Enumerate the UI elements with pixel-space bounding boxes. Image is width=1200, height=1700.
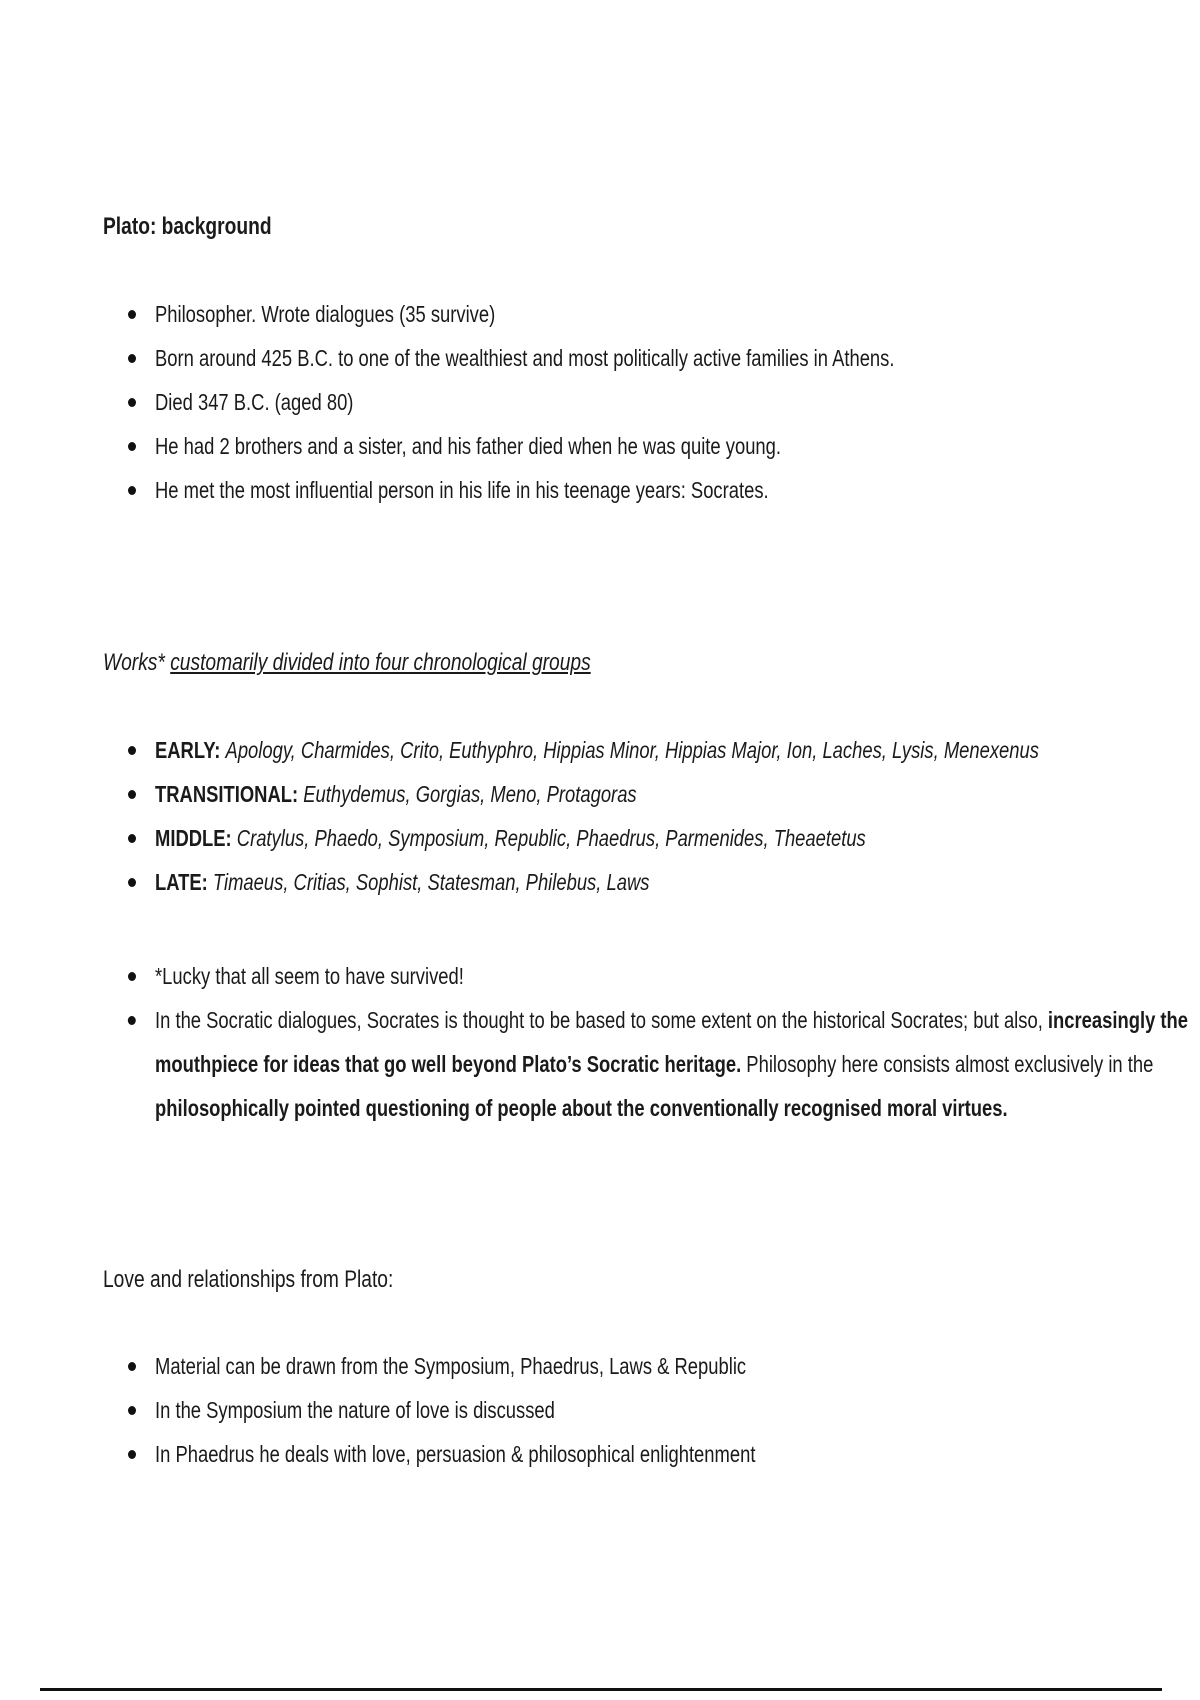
bullet-icon bbox=[128, 1362, 136, 1371]
works-groups-list bbox=[0, 728, 1200, 904]
section-heading-love: Love and relationships from Plato: bbox=[103, 1266, 394, 1293]
bullet-icon bbox=[128, 878, 136, 887]
list-item: Philosopher. Wrote dialogues (35 survive) bbox=[0, 292, 1200, 336]
list-item: MIDDLE: Cratylus, Phaedo, Symposium, Republic, Phaedrus, Parmenides, Theaetetus bbox=[0, 816, 1200, 860]
background-list bbox=[0, 292, 1200, 512]
list-item: EARLY: Apology, Charmides, Crito, Euthyphro, Hippias Minor, Hippias Major, Ion, Laches, Lysis, Menexenus bbox=[0, 728, 1200, 772]
list-item: Died 347 B.C. (aged 80) bbox=[0, 380, 1200, 424]
bullet-icon bbox=[128, 1450, 136, 1459]
bottom-divider bbox=[40, 1688, 1162, 1691]
bullet-icon bbox=[128, 310, 136, 319]
bullet-icon bbox=[128, 972, 136, 981]
bullet-icon bbox=[128, 1016, 136, 1025]
bullet-icon bbox=[128, 354, 136, 363]
list-item: Material can be drawn from the Symposium, Phaedrus, Laws & Republic bbox=[0, 1344, 1200, 1388]
love-list bbox=[0, 1344, 1200, 1476]
list-item: LATE: Timaeus, Critias, Sophist, Statesman, Philebus, Laws bbox=[0, 860, 1200, 904]
bullet-icon bbox=[128, 442, 136, 451]
bullet-icon bbox=[128, 1406, 136, 1415]
bullet-icon bbox=[128, 486, 136, 495]
list-item: In Phaedrus he deals with love, persuasion & philosophical enlightenment bbox=[0, 1432, 1200, 1476]
section-heading-background: Plato: background bbox=[103, 213, 272, 240]
list-item: He met the most influential person in his life in his teenage years: Socrates. bbox=[0, 468, 1200, 512]
bullet-icon bbox=[128, 790, 136, 799]
bullet-icon bbox=[128, 398, 136, 407]
list-item: He had 2 brothers and a sister, and his father died when he was quite young. bbox=[0, 424, 1200, 468]
works-note-list bbox=[0, 954, 1200, 998]
bullet-icon bbox=[128, 746, 136, 755]
list-item: In the Symposium the nature of love is discussed bbox=[0, 1388, 1200, 1432]
socratic-dialogues-paragraph: In the Socratic dialogues, Socrates is thought to be based to some extent on the historical Socrates; but also, increasingly the mouthpiece for ideas that go well beyond Plato’s Socratic heritage. Philosophy here consists almost exclusively in the philosophically pointed questioning of people about the conventionally recognised moral virtues. bbox=[155, 998, 1200, 1130]
section-heading-works: Works* customarily divided into four chronological groups bbox=[103, 649, 591, 676]
list-item: Born around 425 B.C. to one of the wealthiest and most politically active families in Athens. bbox=[0, 336, 1200, 380]
list-item: TRANSITIONAL: Euthydemus, Gorgias, Meno, Protagoras bbox=[0, 772, 1200, 816]
bullet-icon bbox=[128, 834, 136, 843]
list-item: *Lucky that all seem to have survived! bbox=[0, 954, 1200, 998]
